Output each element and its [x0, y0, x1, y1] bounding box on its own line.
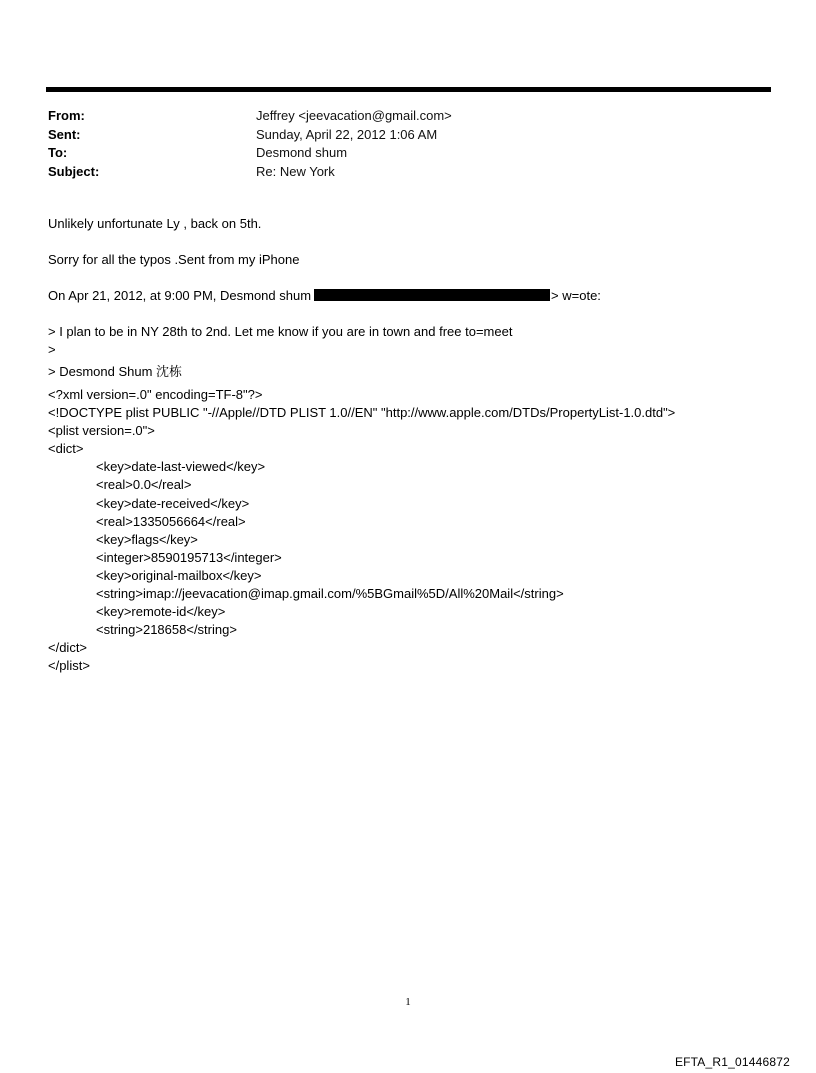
message-line-1: Unlikely unfortunate Ly , back on 5th. — [48, 216, 262, 231]
to-label: To: — [48, 145, 68, 160]
quoted-line-2: > — [48, 342, 56, 357]
quoted-signature: > Desmond Shum 沈栋 — [48, 364, 183, 379]
plist-line: <key>flags</key> — [96, 531, 198, 547]
document-id: EFTA_R1_01446872 — [674, 1055, 790, 1069]
redaction-block — [314, 289, 550, 301]
plist-line: <string>218658</string> — [96, 622, 237, 638]
quote-intro-after: > w=ote: — [551, 288, 601, 303]
plist-line: <!DOCTYPE plist PUBLIC "-//Apple//DTD PLIST 1.0//EN" "http://www.apple.com/DTDs/PropertyList-1.0.dtd"> — [48, 405, 676, 421]
subject-label: Subject: — [48, 163, 100, 179]
subject-row — [48, 163, 748, 182]
sent-row — [48, 126, 748, 145]
sent-label: Sent: — [48, 126, 81, 142]
quoted-line-1: > I plan to be in NY 28th to 2nd. Let me know if you are in town and free to=meet — [48, 324, 513, 339]
plist-block — [48, 386, 675, 676]
message-line-2: Sorry for all the typos .Sent from my iPhone — [48, 252, 300, 267]
header-divider-rule — [46, 87, 771, 92]
plist-line: <real>1335056664</real> — [96, 513, 246, 529]
to-value: Desmond shum — [256, 145, 348, 160]
plist-line: <?xml version=.0" encoding=TF-8"?> — [48, 387, 263, 402]
plist-line: <real>0.0</real> — [96, 477, 192, 493]
plist-line: <key>date-last-viewed</key> — [96, 459, 266, 475]
plist-line: <key>remote-id</key> — [96, 604, 226, 620]
plist-line: </plist> — [48, 658, 90, 674]
plist-line: <string>imap://jeevacation@imap.gmail.com/%5BGmail%5D/All%20Mail</string> — [96, 586, 564, 602]
plist-line: <integer>8590195713</integer> — [96, 549, 282, 565]
from-label: From: — [48, 108, 85, 123]
to-row — [48, 144, 748, 163]
subject-value: Re: New York — [256, 163, 335, 179]
quote-intro-before: On Apr 21, 2012, at 9:00 PM, Desmond shum — [48, 288, 312, 303]
plist-line: <key>date-received</key> — [96, 495, 250, 511]
from-value: Jeffrey <jeevacation@gmail.com> — [256, 108, 452, 123]
plist-line: <dict> — [48, 441, 84, 457]
plist-line: </dict> — [48, 640, 88, 656]
plist-line: <key>original-mailbox</key> — [96, 567, 262, 583]
from-row — [48, 107, 748, 126]
quote-intro-line — [48, 287, 601, 305]
page-number: 1 — [405, 996, 411, 1008]
plist-line: <plist version=.0"> — [48, 423, 155, 439]
email-header — [48, 107, 748, 181]
sent-value: Sunday, April 22, 2012 1:06 AM — [256, 126, 438, 142]
